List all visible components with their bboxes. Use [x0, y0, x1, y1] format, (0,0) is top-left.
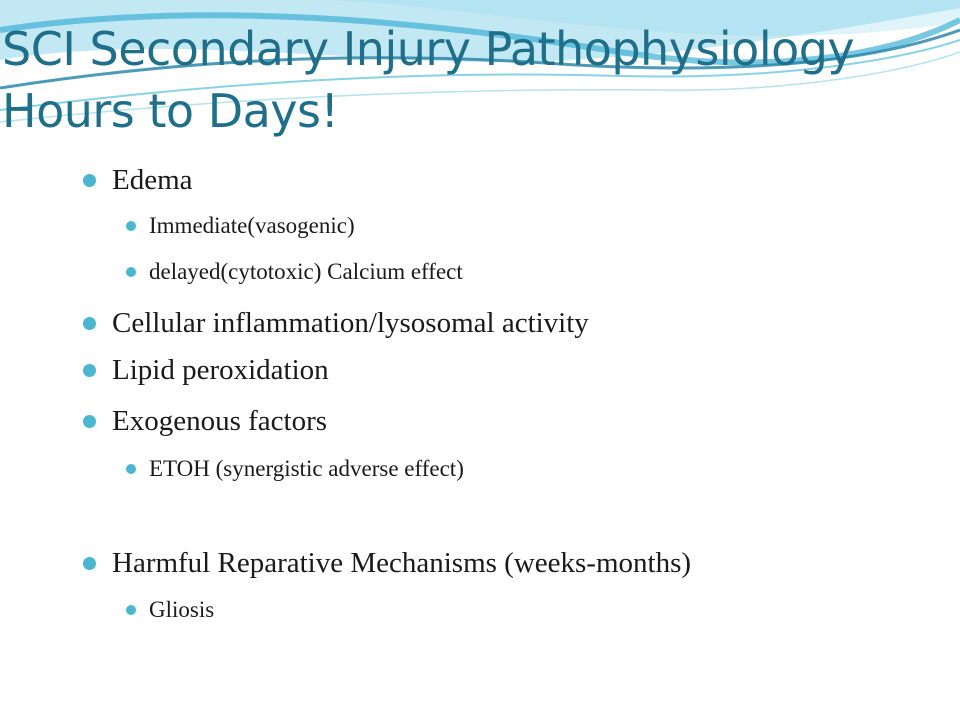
- bullet-dot-icon: [83, 364, 96, 377]
- bullet-text: Lipid peroxidation: [112, 354, 329, 386]
- bullet-text: Immediate(vasogenic): [149, 213, 355, 238]
- bullet-text: Gliosis: [149, 597, 215, 622]
- bullet-dot-icon: [83, 174, 96, 187]
- sub-bullet-delayed: [149, 257, 463, 287]
- bullet-text: Harmful Reparative Mechanisms (weeks-months): [112, 547, 692, 579]
- bullet-cellular-inflammation: [112, 305, 589, 341]
- bullet-dot-icon: [126, 267, 136, 277]
- bullet-exogenous-factors: [112, 403, 327, 439]
- slide-title-line-1: SCI Secondary Injury Pathophysiology: [2, 22, 855, 76]
- bullet-text: delayed(cytotoxic) Calcium effect: [149, 259, 463, 284]
- bullet-text: Cellular inflammation/lysosomal activity: [112, 307, 589, 339]
- bullet-dot-icon: [126, 605, 136, 615]
- bullet-dot-icon: [83, 557, 96, 570]
- sub-bullet-gliosis: [149, 595, 214, 625]
- slide-title-line-2: Hours to Days!: [2, 84, 339, 138]
- sub-bullet-etoh: [149, 454, 464, 484]
- bullet-dot-icon: [126, 221, 136, 231]
- bullet-dot-icon: [126, 464, 136, 474]
- bullet-text: Edema: [112, 164, 193, 196]
- bullet-edema: [112, 162, 193, 198]
- bullet-lipid-peroxidation: [112, 352, 329, 388]
- bullet-harmful-reparative: [112, 545, 691, 581]
- sub-bullet-immediate: [149, 211, 355, 241]
- bullet-dot-icon: [83, 317, 96, 330]
- bullet-dot-icon: [83, 415, 96, 428]
- bullet-text: ETOH (synergistic adverse effect): [149, 456, 464, 481]
- bullet-text: Exogenous factors: [112, 405, 328, 437]
